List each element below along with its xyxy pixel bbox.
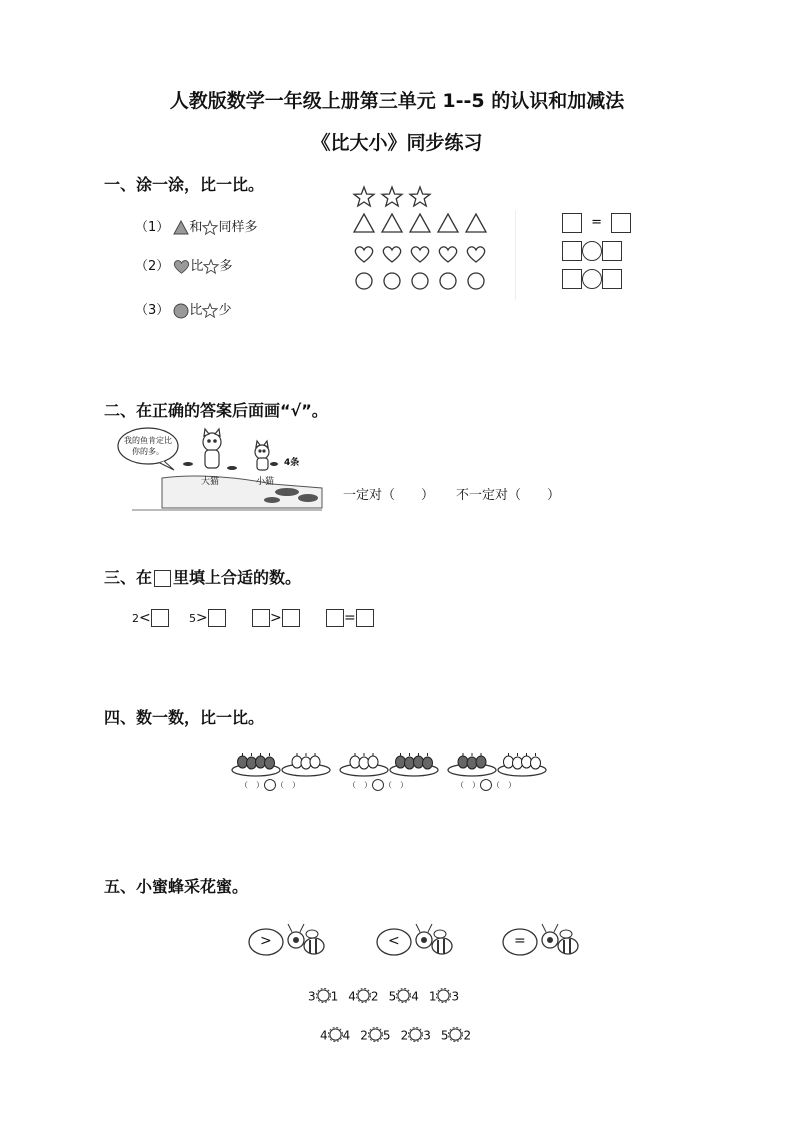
big-cat-label: 大猫 [201, 477, 220, 487]
flower-compare [348, 988, 378, 1006]
expr-op: > [270, 610, 282, 626]
s1-item-3-end: 少 [218, 303, 232, 318]
flower-icon[interactable] [356, 988, 371, 1006]
flower-right-number: 1 [330, 989, 339, 1004]
answer-box[interactable] [562, 213, 582, 233]
star-icon [354, 187, 374, 206]
circle-icon [440, 273, 456, 289]
equals-sign: = [591, 215, 602, 230]
fruit-icon [368, 756, 378, 768]
fruit-icon [301, 757, 311, 769]
sign-circle[interactable] [372, 779, 384, 791]
triangle-icon [382, 214, 402, 232]
count-paren[interactable]: （ ） [456, 780, 480, 790]
count-paren[interactable]: （ ） [348, 780, 372, 790]
fruit-icon [513, 757, 523, 769]
flower-left-number: 5 [440, 1028, 449, 1043]
expr-op: < [139, 610, 151, 626]
s1-item-2-num: （2） [135, 259, 170, 274]
flower-left-number: 1 [428, 989, 437, 1004]
flower-right-number: 3 [451, 989, 460, 1004]
answer-box[interactable] [282, 609, 300, 627]
flower-right-number: 4 [342, 1028, 351, 1043]
answer-box[interactable] [151, 609, 169, 627]
s1-item-2 [135, 255, 232, 274]
flower-left-number: 3 [308, 989, 316, 1004]
flower-left-number: 4 [348, 989, 356, 1004]
heart-row [355, 247, 484, 262]
s1-compare-row-3 [562, 268, 622, 289]
flower-compare [441, 1027, 471, 1045]
fruit-icon [423, 757, 433, 769]
heart-icon [467, 247, 484, 262]
triangle-icon [438, 214, 458, 232]
fish-count-label: 4条 [284, 458, 300, 468]
fruit-icon [414, 756, 424, 768]
fruit-icon [531, 757, 541, 769]
fruit-icon [476, 756, 486, 768]
s1-compare-row-2 [562, 240, 622, 261]
answer-box[interactable] [356, 609, 374, 627]
fruit-icon [359, 757, 369, 769]
s3-expr-1 [132, 609, 169, 627]
s3-expr-2 [189, 609, 226, 627]
triangle-icon [173, 220, 189, 235]
scan-artifact [515, 210, 516, 300]
fruit-icon [265, 757, 275, 769]
fruit-icon [310, 756, 320, 768]
flower-compare [389, 988, 419, 1006]
flower-left-number: 4 [320, 1028, 328, 1043]
flower-icon[interactable] [328, 1027, 343, 1045]
big-cat-icon [203, 429, 221, 468]
fruit-icon [458, 756, 468, 768]
speech-bubble-text: 我的鱼肯定比你的多。 [124, 436, 172, 456]
flower-row-1 [308, 988, 469, 1006]
fruit-icon [504, 756, 514, 768]
bee-icon [374, 916, 460, 966]
expr-left: 2 [132, 612, 139, 625]
s4-compare-2 [348, 779, 408, 791]
flower-right-number: 5 [382, 1028, 391, 1043]
fruit-icon [467, 757, 477, 769]
sign-circle[interactable] [582, 241, 602, 261]
bee-icon [500, 916, 586, 966]
bee-group-equal [500, 916, 586, 970]
fruit-plates [232, 748, 544, 780]
circle-icon [468, 273, 484, 289]
flower-compare [429, 988, 459, 1006]
answer-box[interactable] [602, 269, 622, 289]
answer-box[interactable] [208, 609, 226, 627]
section3-heading [104, 565, 301, 588]
small-cat-label: 小猫 [256, 477, 275, 487]
s3-expr-3 [252, 609, 300, 627]
triangle-icon [354, 214, 374, 232]
answer-box[interactable] [602, 241, 622, 261]
flower-compare [401, 1027, 431, 1045]
fruit-icon [238, 756, 248, 768]
flower-compare [308, 988, 338, 1006]
small-cat-icon [255, 441, 269, 470]
s1-item-2-mid: 比 [190, 259, 204, 274]
sign-circle[interactable] [264, 779, 276, 791]
page-title: 人教版数学一年级上册第三单元 1--5 的认识和加减法 [169, 90, 625, 112]
section1-heading: 一、涂一涂，比一比。 [104, 175, 265, 194]
circle-icon [412, 273, 428, 289]
heart-icon [173, 259, 190, 274]
count-paren[interactable]: （ ） [384, 780, 408, 790]
option-uncertain[interactable]: 不一定对（ ） [456, 488, 561, 503]
circle-icon [384, 273, 400, 289]
s3-heading-post: 里填上合适的数。 [173, 568, 302, 587]
flower-icon[interactable] [408, 1027, 423, 1045]
flower-compare [320, 1027, 350, 1045]
answer-box[interactable] [252, 609, 270, 627]
s1-item-1 [135, 216, 257, 235]
heart-icon [411, 247, 428, 262]
flower-left-number: 2 [360, 1028, 368, 1043]
s1-item-3 [135, 299, 231, 319]
s3-expr-4 [326, 609, 374, 627]
flower-row-2 [320, 1027, 481, 1045]
s1-compare-row-1 [562, 212, 631, 233]
expr-left: 5 [189, 612, 196, 625]
count-paren[interactable]: （ ） [492, 780, 516, 790]
page-subtitle: 《比大小》同步练习 [311, 132, 483, 154]
fruit-icon [396, 756, 406, 768]
star-icon [202, 303, 218, 318]
s1-item-1-end: 同样多 [218, 220, 258, 235]
s1-item-2-end: 多 [219, 259, 233, 274]
cats-picture [112, 428, 330, 520]
fruit-icon [247, 757, 257, 769]
flower-right-number: 4 [411, 989, 419, 1004]
answer-box[interactable] [562, 241, 582, 261]
s1-item-3-mid: 比 [189, 303, 203, 318]
sign-circle[interactable] [582, 269, 602, 289]
flower-right-number: 2 [463, 1028, 472, 1043]
bee-icon [246, 916, 332, 966]
sign-circle[interactable] [480, 779, 492, 791]
triangle-icon [410, 214, 430, 232]
bee-group-greater [246, 916, 332, 970]
flower-icon[interactable] [396, 988, 411, 1006]
circle-icon [173, 303, 189, 319]
fruit-icon [522, 756, 532, 768]
flower-icon[interactable] [436, 988, 451, 1006]
triangle-icon [466, 214, 486, 232]
triangle-row [354, 214, 486, 232]
flower-right-number: 2 [370, 989, 379, 1004]
circle-icon [356, 273, 372, 289]
bee-sign: < [388, 933, 400, 949]
star-row [354, 187, 430, 206]
bees-row [246, 916, 586, 968]
flower-left-number: 5 [388, 989, 397, 1004]
heart-icon [439, 247, 456, 262]
flower-icon[interactable] [448, 1027, 463, 1045]
star-icon [410, 187, 430, 206]
star-icon [382, 187, 402, 206]
answer-box[interactable] [611, 213, 631, 233]
flower-compare [360, 1027, 390, 1045]
section2-heading: 二、在正确的答案后面画“√”。 [104, 401, 328, 420]
star-icon [202, 220, 218, 235]
s1-item-1-num: （1） [135, 220, 170, 235]
heart-icon [355, 247, 372, 262]
answer-box[interactable] [326, 609, 344, 627]
s3-heading-pre: 三、在 [104, 568, 153, 587]
count-paren[interactable]: （ ） [240, 780, 264, 790]
fruit-icon [256, 756, 266, 768]
bee-group-less [374, 916, 460, 970]
bee-sign: = [514, 933, 526, 949]
shape-grid [350, 185, 500, 295]
expr-op: = [344, 610, 356, 626]
bee-sign: > [260, 933, 272, 949]
flower-left-number: 2 [400, 1028, 409, 1043]
option-certain[interactable]: 一定对（ ） [343, 488, 435, 503]
s4-compare-3 [456, 779, 516, 791]
flower-icon[interactable] [368, 1027, 383, 1045]
s4-compare-1 [240, 779, 300, 791]
s1-item-3-num: （3） [135, 303, 170, 318]
answer-box[interactable] [562, 269, 582, 289]
fruit-icon [350, 756, 360, 768]
fruit-icon [292, 756, 302, 768]
expr-op: > [196, 610, 208, 626]
section4-heading: 四、数一数，比一比。 [104, 708, 265, 727]
section5-heading: 五、小蜜蜂采花蜜。 [104, 877, 249, 896]
count-paren[interactable]: （ ） [276, 780, 300, 790]
fruit-icon [405, 757, 415, 769]
circle-row [356, 273, 484, 289]
heart-icon [383, 247, 400, 262]
s1-item-1-mid: 和 [189, 220, 203, 235]
star-icon [203, 259, 219, 274]
box-icon [154, 570, 171, 587]
flower-icon[interactable] [316, 988, 331, 1006]
flower-right-number: 3 [423, 1028, 431, 1043]
